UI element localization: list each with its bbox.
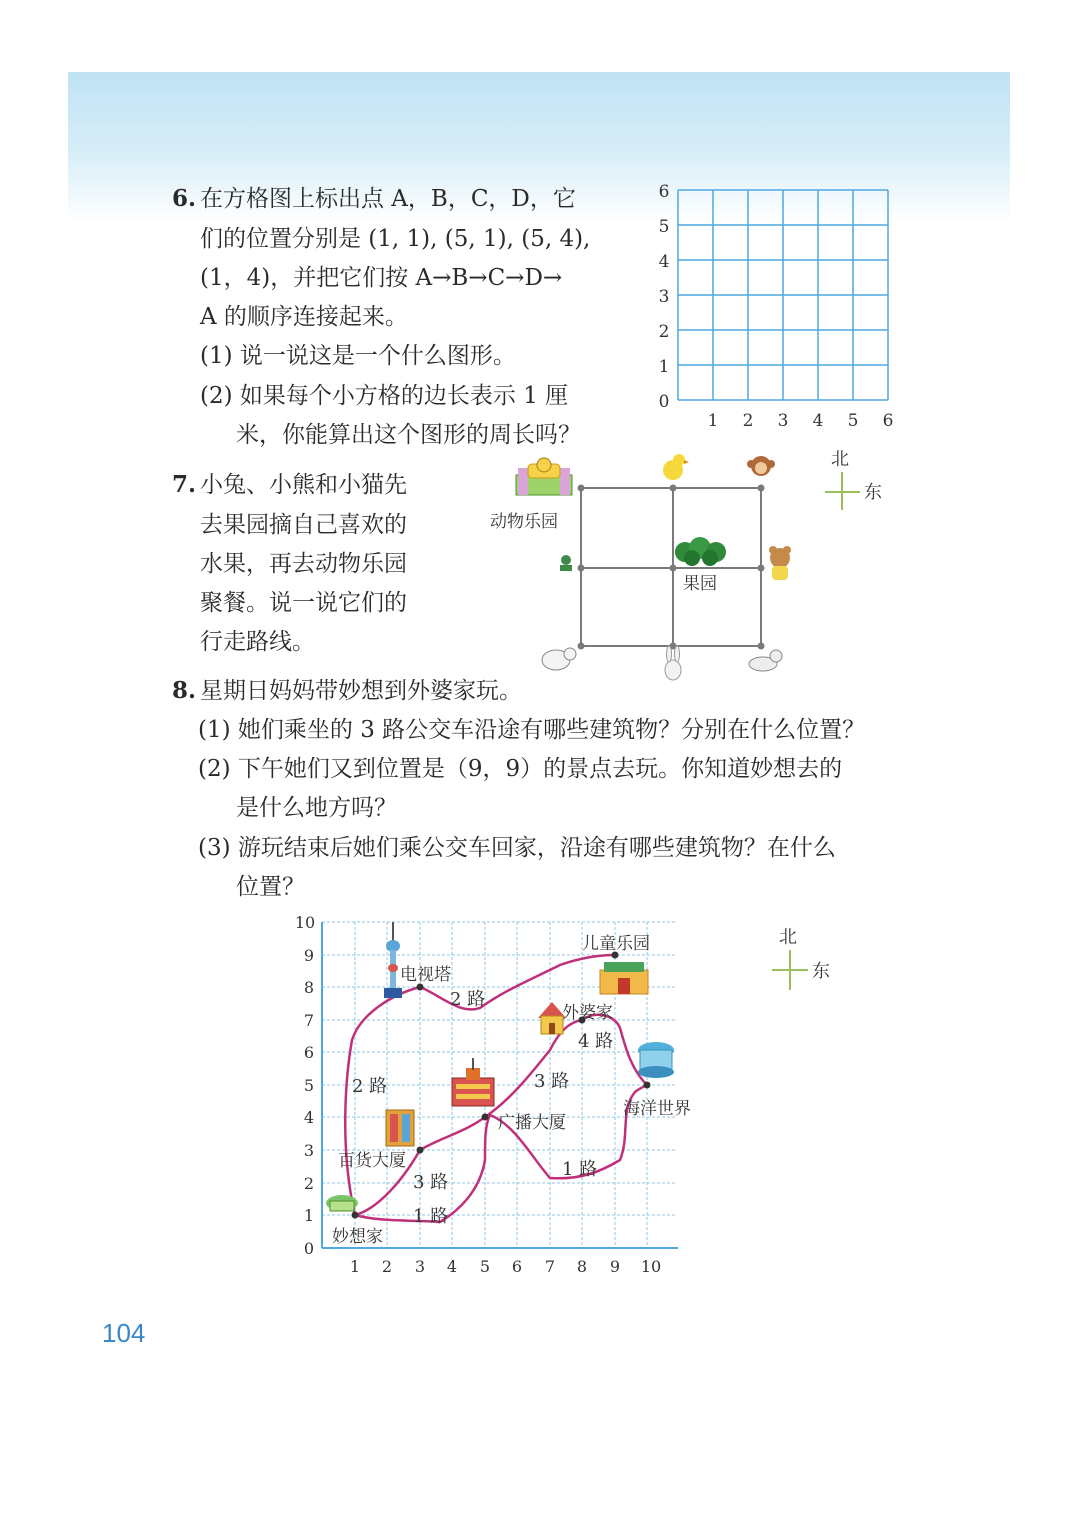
label-children-park: 儿童乐园 [582, 934, 650, 954]
q6-x-tick: 6 [882, 411, 894, 431]
q6-line-4: A 的顺序连接起来。 [200, 304, 408, 330]
q6-line-2: 们的位置分别是 (1, 1), (5, 1), (5, 4), [200, 226, 591, 252]
q8-intro: 星期日妈妈带妙想到外婆家玩。 [200, 678, 522, 704]
q8-x-tick: 1 [349, 1257, 361, 1276]
route-label-2-left: 2 路 [352, 1076, 388, 1097]
q6-y-tick: 0 [658, 392, 670, 412]
q6-y-tick: 1 [658, 357, 670, 377]
label-broadcast-building: 广播大厦 [498, 1113, 566, 1133]
q8-x-tick: 2 [381, 1257, 393, 1276]
q8-compass-icon [772, 950, 808, 990]
label-department-store: 百货大厦 [338, 1151, 406, 1171]
q6-sub1: (1) 说一说这是一个什么图形。 [200, 343, 516, 369]
route-label-2-top: 2 路 [450, 989, 486, 1010]
q6-x-tick: 2 [742, 411, 754, 431]
q7-compass-north: 北 [831, 449, 849, 470]
route-label-3-lower: 3 路 [413, 1172, 449, 1193]
bear-icon [769, 546, 791, 580]
orchard-trees-icon [675, 537, 726, 566]
q8-x-tick: 6 [511, 1257, 523, 1276]
q6-line-1: 在方格图上标出点 A，B，C，D，它 [200, 186, 576, 212]
route-label-1-right: 1 路 [562, 1159, 598, 1180]
chick-icon [663, 454, 689, 480]
q8-compass-east: 东 [812, 961, 830, 982]
q8-sub3-line-2: 位置？ [236, 874, 305, 900]
q8-y-tick: 4 [303, 1108, 315, 1127]
q6-grid-lines [678, 190, 888, 400]
q7-line-3: 水果，再去动物乐园 [200, 551, 407, 577]
q8-bus-map [290, 910, 850, 1285]
q8-sub1: (1) 她们乘坐的 3 路公交车沿途有哪些建筑物？分别在什么位置？ [198, 717, 866, 743]
q6-y-tick: 4 [658, 252, 670, 272]
q8-x-tick: 3 [414, 1257, 426, 1276]
q8-y-tick: 3 [303, 1141, 315, 1160]
ocean-world-icon [638, 1042, 674, 1078]
small-animal-icon [560, 555, 572, 571]
label-tv-tower: 电视塔 [400, 965, 451, 985]
route-label-4: 4 路 [578, 1031, 614, 1052]
q8-compass-north: 北 [779, 927, 797, 948]
cat-icon [749, 650, 782, 671]
q8-y-tick: 5 [303, 1076, 315, 1095]
q6-y-tick: 5 [658, 217, 670, 237]
q8-y-tick: 9 [303, 946, 315, 965]
zoo-building-icon [516, 458, 572, 495]
route-label-3-upper: 3 路 [534, 1071, 570, 1092]
page-number: 104 [102, 1318, 146, 1348]
q8-x-tick: 9 [609, 1257, 621, 1276]
miaoxiang-home-icon [326, 1195, 358, 1211]
q6-sub2-line-1: (2) 如果每个小方格的边长表示 1 厘 [200, 383, 569, 409]
q8-number: 8. [172, 677, 197, 704]
zoo-label: 动物乐园 [490, 512, 558, 532]
q8-y-tick: 10 [294, 913, 316, 932]
q6-grid [650, 180, 920, 435]
q8-y-tick: 2 [303, 1174, 315, 1193]
q6-x-tick: 5 [847, 411, 859, 431]
rabbit-icon [665, 646, 681, 680]
q8-y-tick: 1 [303, 1206, 315, 1225]
q6-sub2-line-2: 米，你能算出这个图形的周长吗？ [236, 422, 581, 448]
q7-line-1: 小兔、小熊和小猫先 [200, 472, 407, 498]
orchard-label: 果园 [683, 574, 717, 594]
q7-compass-icon [825, 472, 860, 510]
label-ocean-world: 海洋世界 [623, 1099, 691, 1119]
q8-sub3-line-1: (3) 游玩结束后她们乘公交车回家，沿途有哪些建筑物？在什么 [198, 835, 836, 861]
q8-y-tick: 7 [303, 1011, 315, 1030]
q6-y-tick: 2 [658, 322, 670, 342]
q7-compass-east: 东 [864, 482, 882, 503]
q8-x-tick: 5 [479, 1257, 491, 1276]
q8-sub2-line-1: (2) 下午她们又到位置是（9，9）的景点去玩。你知道妙想去的 [198, 756, 843, 782]
q6-x-tick: 4 [812, 411, 824, 431]
q7-line-5: 行走路线。 [200, 629, 315, 655]
q8-x-tick: 8 [576, 1257, 588, 1276]
q8-x-tick: 10 [640, 1257, 662, 1276]
sheep-icon [542, 648, 576, 670]
q6-number: 6. [172, 185, 197, 212]
q7-line-2: 去果园摘自己喜欢的 [200, 512, 407, 538]
department-store-icon [386, 1110, 414, 1146]
label-grandma-home: 外婆家 [562, 1003, 613, 1023]
broadcast-building-icon [452, 1058, 494, 1106]
q8-x-tick: 4 [446, 1257, 458, 1276]
q8-x-tick: 7 [544, 1257, 556, 1276]
q8-sub2-line-2: 是什么地方吗？ [236, 795, 397, 821]
route-label-1-bottom: 1 路 [413, 1206, 449, 1227]
monkey-icon [747, 456, 775, 476]
q8-y-tick: 6 [303, 1043, 315, 1062]
q7-map [480, 440, 920, 690]
q6-x-tick: 1 [707, 411, 719, 431]
q8-y-tick: 8 [303, 978, 315, 997]
q6-line-3: (1，4)，并把它们按 A→B→C→D→ [200, 265, 563, 291]
q8-y-tick: 0 [303, 1239, 315, 1258]
q6-y-tick: 3 [658, 287, 670, 307]
label-miaoxiang-home: 妙想家 [332, 1227, 383, 1247]
q7-line-4: 聚餐。说一说它们的 [200, 590, 407, 616]
q7-number: 7. [172, 471, 197, 498]
q6-y-tick: 6 [658, 182, 670, 202]
q6-x-tick: 3 [777, 411, 789, 431]
children-park-icon [600, 962, 648, 994]
